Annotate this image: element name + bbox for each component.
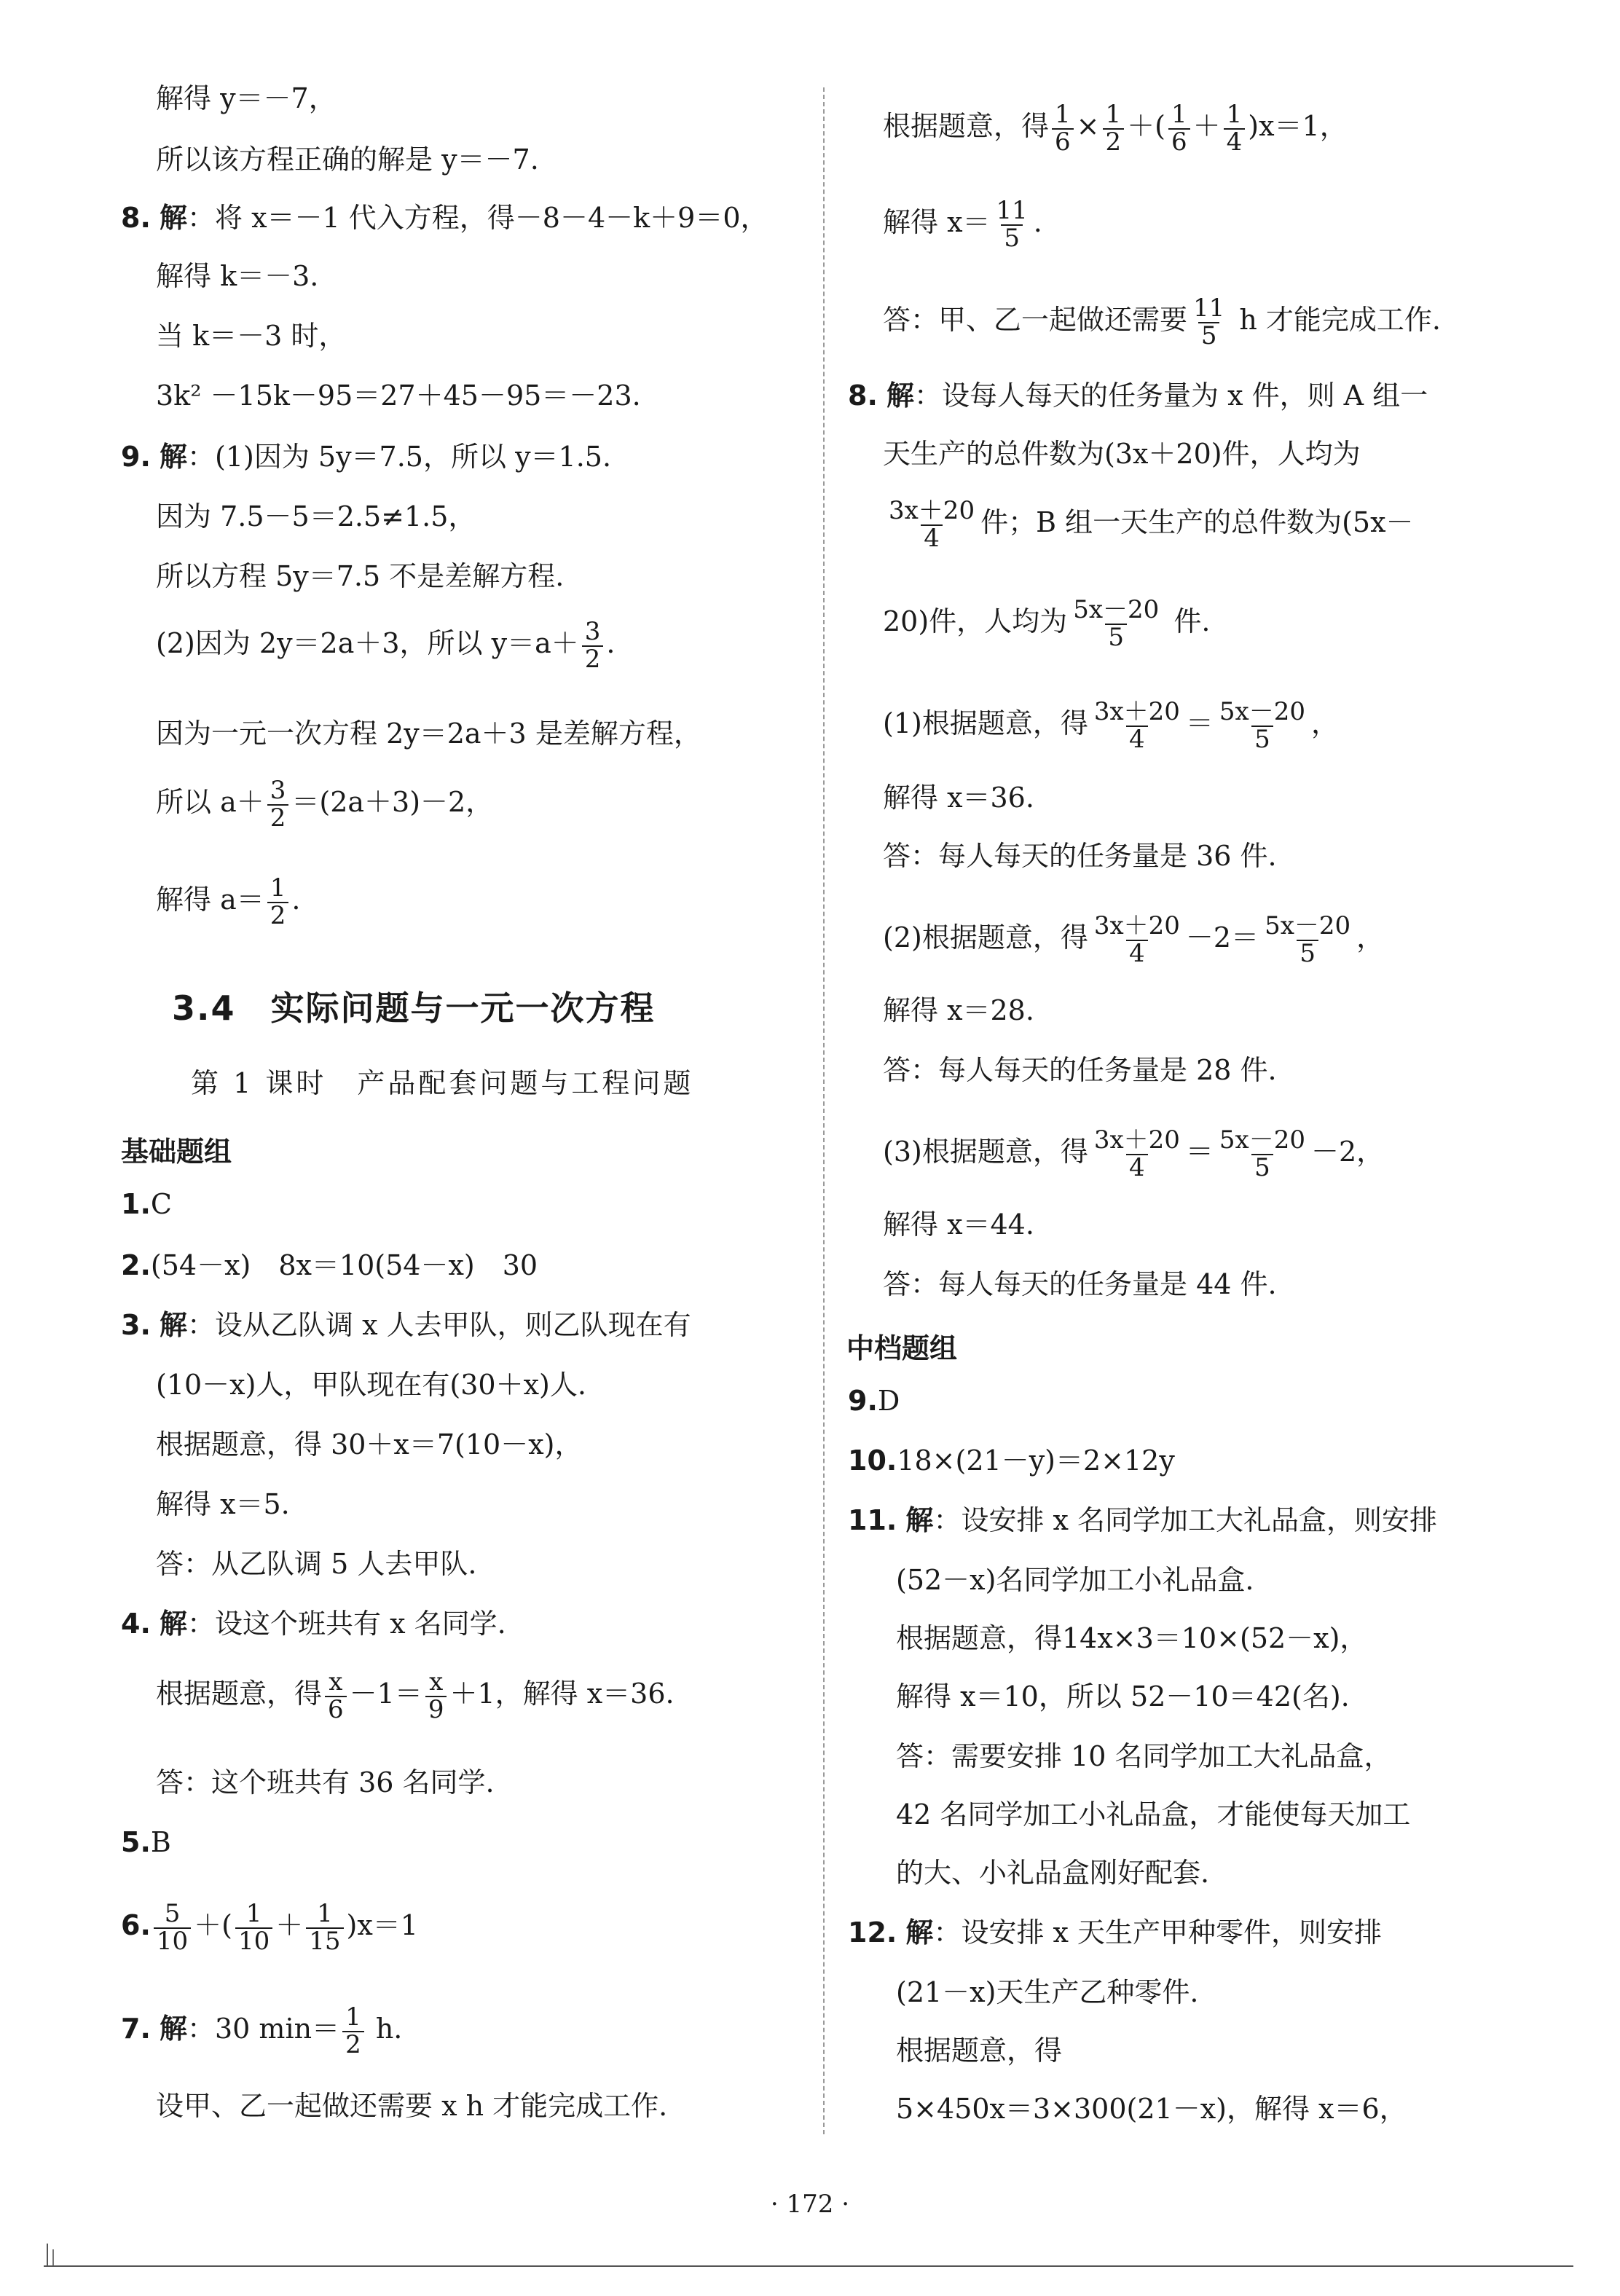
text-line: ：设这个班共有 x 名同学. bbox=[187, 1608, 506, 1640]
numerator: 1 bbox=[1226, 100, 1243, 129]
text-line: 答：每人每天的任务量是 44 件. bbox=[883, 1268, 1277, 1300]
denominator: 9 bbox=[425, 1696, 447, 1723]
answer-text: C bbox=[150, 1188, 172, 1220]
formula-line bbox=[883, 1125, 1385, 1182]
text-segment: －2＝ bbox=[1185, 921, 1259, 954]
numerator: 5x－20 bbox=[1073, 595, 1160, 624]
solution-marker: 解 bbox=[159, 1608, 187, 1640]
solution-marker: 解 bbox=[159, 202, 187, 234]
numerator: 11 bbox=[1193, 294, 1225, 323]
question-4 bbox=[121, 1607, 506, 1640]
question-11 bbox=[848, 1503, 1437, 1537]
question-number: 9. bbox=[121, 441, 151, 473]
fraction bbox=[1224, 102, 1246, 155]
fraction bbox=[235, 1901, 272, 1954]
text-segment: 所以 a＋ bbox=[156, 786, 264, 819]
question-number: 8. bbox=[848, 380, 878, 412]
text-line: 因为一元一次方程 2y＝2a＋3 是差解方程， bbox=[156, 718, 701, 750]
denominator: 2 bbox=[267, 804, 289, 832]
answer-text: B bbox=[150, 1826, 171, 1858]
denominator: 5 bbox=[1105, 624, 1127, 651]
question-number: 7. bbox=[121, 2013, 151, 2045]
formula-line bbox=[156, 873, 301, 930]
fraction bbox=[267, 873, 289, 930]
numerator: 5 bbox=[164, 1899, 181, 1928]
numerator: 1 bbox=[1171, 100, 1187, 129]
text-line: 解得 x＝5. bbox=[156, 1488, 290, 1520]
text-line: ：(1)因为 5y＝7.5，所以 y＝1.5. bbox=[187, 441, 612, 473]
numerator: 5x－20 bbox=[1219, 697, 1305, 726]
group-heading: 中档题组 bbox=[846, 1332, 958, 1364]
fraction bbox=[886, 498, 978, 551]
question-number: 12. bbox=[848, 1916, 897, 1949]
text-line: 答：从乙队调 5 人去甲队. bbox=[156, 1548, 477, 1580]
text-segment: －2， bbox=[1311, 1136, 1385, 1168]
fraction bbox=[1091, 913, 1183, 967]
numerator: 3 bbox=[270, 776, 286, 805]
denominator: 2 bbox=[267, 902, 289, 929]
numerator: 1 bbox=[270, 873, 286, 903]
text-line: 答：每人每天的任务量是 36 件. bbox=[883, 840, 1277, 872]
text-line: 所以该方程正确的解是 y＝－7. bbox=[156, 144, 539, 176]
answer-text: (54－x) 8x＝10(54－x) 30 bbox=[150, 1249, 538, 1281]
text-segment: 件；B 组一天生产的总件数为(5x－ bbox=[980, 506, 1414, 539]
numerator: 3x＋20 bbox=[1093, 1125, 1180, 1155]
formula-line bbox=[883, 296, 1441, 349]
text-segment: . bbox=[291, 884, 301, 916]
question-3 bbox=[121, 1308, 691, 1342]
numerator: 1 bbox=[317, 1899, 333, 1928]
numerator: 5x－20 bbox=[1265, 911, 1351, 940]
text-segment: ＋ bbox=[1192, 110, 1221, 143]
denominator: 5 bbox=[1198, 322, 1220, 350]
text-segment: . bbox=[606, 627, 616, 660]
denominator: 4 bbox=[1224, 128, 1246, 156]
denominator: 10 bbox=[154, 1927, 191, 1955]
fraction bbox=[994, 198, 1031, 251]
denominator: 10 bbox=[235, 1927, 272, 1955]
question-number: 2. bbox=[121, 1249, 151, 1281]
question-number: 6. bbox=[121, 1909, 151, 1942]
fraction bbox=[154, 1901, 191, 1954]
denominator: 5 bbox=[1251, 726, 1273, 753]
question-8-right bbox=[848, 379, 1428, 412]
formula-line bbox=[156, 619, 616, 672]
denominator: 4 bbox=[1126, 940, 1148, 967]
fraction bbox=[425, 1667, 447, 1724]
page-number: · 172 · bbox=[770, 2190, 850, 2219]
solution-marker: 解 bbox=[159, 2013, 187, 2045]
text-segment: (2)根据题意，得 bbox=[883, 921, 1088, 954]
answer-6 bbox=[121, 1901, 418, 1954]
numerator: 3x＋20 bbox=[889, 496, 975, 525]
text-segment: 根据题意，得 bbox=[156, 1678, 323, 1710]
denominator: 4 bbox=[1126, 1154, 1148, 1182]
fraction bbox=[1262, 913, 1353, 967]
text-line: 答：这个班共有 36 名同学. bbox=[156, 1766, 495, 1798]
text-segment: 解得 x＝ bbox=[883, 206, 991, 239]
scan-edge-line bbox=[44, 2265, 1573, 2267]
numerator: x bbox=[329, 1667, 343, 1697]
text-segment: (2)因为 2y＝2a＋3，所以 y＝a＋ bbox=[156, 627, 579, 660]
formula-line bbox=[883, 498, 1414, 551]
formula-line bbox=[883, 198, 1042, 251]
denominator: 5 bbox=[1297, 940, 1318, 967]
numerator: x bbox=[429, 1667, 444, 1697]
denominator: 6 bbox=[325, 1696, 347, 1723]
fraction bbox=[1091, 1125, 1183, 1182]
answer-5 bbox=[121, 1825, 171, 1859]
denominator: 4 bbox=[1126, 726, 1148, 753]
question-12 bbox=[848, 1916, 1382, 1949]
fraction bbox=[342, 2002, 364, 2059]
text-segment: )x＝1， bbox=[1248, 110, 1348, 143]
text-line: 3k² －15k－95＝27＋45－95＝－23. bbox=[156, 380, 641, 412]
numerator: 1 bbox=[1105, 100, 1122, 129]
text-line: 5×450x＝3×300(21－x)，解得 x＝6， bbox=[896, 2093, 1407, 2125]
text-segment: ＝ bbox=[1185, 707, 1214, 740]
numerator: 3x＋20 bbox=[1093, 911, 1180, 940]
denominator: 2 bbox=[582, 645, 604, 673]
scan-edge-mark bbox=[47, 2244, 48, 2265]
text-line: (10－x)人，甲队现在有(30＋x)人. bbox=[156, 1369, 586, 1401]
text-line: 根据题意，得14x×3＝10×(52－x)， bbox=[896, 1622, 1368, 1654]
text-line: 因为 7.5－5＝2.5≠1.5， bbox=[156, 500, 476, 532]
solution-marker: 解 bbox=[905, 1916, 934, 1949]
question-number: 9. bbox=[848, 1385, 878, 1417]
fraction bbox=[1216, 699, 1308, 752]
fraction bbox=[1103, 102, 1125, 155]
fraction bbox=[267, 778, 289, 831]
text-line: 解得 y＝－7， bbox=[156, 82, 337, 114]
formula-line bbox=[156, 778, 493, 831]
denominator: 5 bbox=[1001, 224, 1023, 252]
question-7 bbox=[121, 2002, 403, 2059]
text-segment: 答：甲、乙一起做还需要 bbox=[883, 304, 1188, 337]
text-segment: 根据题意，得 bbox=[883, 110, 1050, 143]
text-segment: ＝ bbox=[1185, 1136, 1214, 1168]
fraction bbox=[325, 1667, 347, 1724]
question-number: 10. bbox=[848, 1444, 897, 1477]
text-line: ：设每人每天的任务量为 x 件，则 A 组一 bbox=[914, 380, 1428, 412]
denominator: 6 bbox=[1052, 128, 1074, 156]
question-number: 8. bbox=[121, 202, 151, 234]
text-segment: × bbox=[1076, 110, 1100, 143]
question-number: 5. bbox=[121, 1826, 151, 1858]
scan-edge-mark bbox=[52, 2249, 54, 2265]
text-segment: ＋( bbox=[194, 1909, 232, 1942]
question-number: 3. bbox=[121, 1309, 151, 1341]
denominator: 6 bbox=[1168, 128, 1190, 156]
text-segment: h. bbox=[366, 2013, 403, 2045]
answer-2 bbox=[121, 1249, 538, 1282]
text-line: 解得 x＝44. bbox=[883, 1208, 1034, 1241]
text-segment: 20)件，人均为 bbox=[883, 605, 1068, 638]
question-9 bbox=[121, 440, 611, 473]
fraction bbox=[582, 619, 604, 672]
text-line: 解得 k＝－3. bbox=[156, 260, 319, 292]
answer-10 bbox=[848, 1444, 1175, 1477]
answer-9 bbox=[848, 1384, 900, 1418]
numerator: 3x＋20 bbox=[1093, 697, 1180, 726]
numerator: 1 bbox=[345, 2002, 361, 2032]
text-segment: ＋( bbox=[1127, 110, 1165, 143]
text-segment: . bbox=[1033, 206, 1042, 239]
text-line: (52－x)名同学加工小礼品盒. bbox=[896, 1564, 1254, 1596]
text-segment: ＋1，解得 x＝36. bbox=[449, 1678, 675, 1710]
answer-text: 18×(21－y)＝2×12y bbox=[897, 1444, 1175, 1477]
numerator: 5x－20 bbox=[1219, 1125, 1305, 1155]
column-divider bbox=[823, 87, 825, 2134]
text-line: 答：需要安排 10 名同学加工大礼品盒， bbox=[896, 1740, 1392, 1772]
denominator: 15 bbox=[306, 1927, 343, 1955]
numerator: 11 bbox=[996, 196, 1028, 225]
text-line: 答：每人每天的任务量是 28 件. bbox=[883, 1054, 1277, 1086]
text-line: 的大、小礼品盒刚好配套. bbox=[896, 1857, 1210, 1889]
text-segment: ， bbox=[1311, 707, 1340, 740]
formula-line bbox=[883, 597, 1210, 650]
text-segment: ＋ bbox=[275, 1909, 304, 1942]
text-line: 天生产的总件数为(3x＋20)件，人均为 bbox=[883, 438, 1361, 470]
solution-marker: 解 bbox=[159, 1309, 187, 1341]
denominator: 2 bbox=[342, 2031, 364, 2059]
text-line: 解得 x＝28. bbox=[883, 994, 1034, 1026]
text-segment: 解得 a＝ bbox=[156, 884, 264, 916]
solution-marker: 解 bbox=[905, 1504, 934, 1536]
text-line: (21－x)天生产乙种零件. bbox=[896, 1976, 1199, 2008]
text-line: 根据题意，得 bbox=[896, 2034, 1063, 2067]
text-line: ：设安排 x 名同学加工大礼品盒，则安排 bbox=[933, 1504, 1438, 1536]
answer-1 bbox=[121, 1187, 172, 1221]
question-8 bbox=[121, 201, 768, 235]
text-segment: )x＝1 bbox=[346, 1909, 418, 1942]
fraction bbox=[1052, 102, 1074, 155]
text-segment: ＝(2a＋3)－2， bbox=[291, 786, 494, 819]
numerator: 3 bbox=[584, 617, 601, 646]
question-number: 4. bbox=[121, 1608, 151, 1640]
formula-line bbox=[883, 102, 1348, 155]
formula-line bbox=[883, 699, 1339, 752]
solution-marker: 解 bbox=[886, 380, 914, 412]
text-line: 所以方程 5y＝7.5 不是差解方程. bbox=[156, 560, 565, 592]
text-segment: －1＝ bbox=[349, 1678, 422, 1710]
section-title: 3.4 实际问题与一元一次方程 bbox=[172, 988, 656, 1028]
text-segment: h 才能完成工作. bbox=[1230, 304, 1441, 337]
denominator: 5 bbox=[1251, 1154, 1273, 1182]
text-line: 当 k＝－3 时， bbox=[156, 320, 347, 352]
text-segment: ：30 min＝ bbox=[187, 2013, 340, 2045]
text-line: 解得 x＝10，所以 52－10＝42(名). bbox=[896, 1680, 1350, 1713]
numerator: 1 bbox=[1055, 100, 1071, 129]
fraction bbox=[1216, 1125, 1308, 1182]
text-line: ：将 x＝－1 代入方程，得－8－4－k＋9＝0， bbox=[187, 202, 768, 234]
denominator: 4 bbox=[921, 524, 943, 552]
text-segment: 件. bbox=[1165, 605, 1211, 638]
lesson-title: 第 1 课时 产品配套问题与工程问题 bbox=[191, 1067, 694, 1099]
text-line: ：设安排 x 天生产甲种零件，则安排 bbox=[933, 1916, 1383, 1949]
text-line: 根据题意，得 30＋x＝7(10－x)， bbox=[156, 1428, 583, 1460]
formula-line bbox=[883, 913, 1384, 967]
text-line: 42 名同学加工小礼品盒，才能使每天加工 bbox=[896, 1798, 1411, 1831]
group-heading: 基础题组 bbox=[121, 1136, 232, 1168]
fraction bbox=[306, 1901, 343, 1954]
fraction bbox=[1168, 102, 1190, 155]
question-number: 11. bbox=[848, 1504, 897, 1536]
text-segment: (1)根据题意，得 bbox=[883, 707, 1088, 740]
fraction bbox=[1091, 699, 1183, 752]
fraction bbox=[1070, 597, 1162, 650]
denominator: 2 bbox=[1103, 128, 1125, 156]
text-line: 解得 x＝36. bbox=[883, 782, 1034, 814]
numerator: 1 bbox=[245, 1899, 262, 1928]
answer-text: D bbox=[877, 1385, 900, 1417]
text-line: 设甲、乙一起做还需要 x h 才能完成工作. bbox=[156, 2090, 668, 2122]
text-line: ：设从乙队调 x 人去甲队，则乙队现在有 bbox=[187, 1309, 691, 1341]
question-number: 1. bbox=[121, 1188, 151, 1220]
fraction bbox=[1190, 296, 1227, 349]
text-segment: ， bbox=[1356, 921, 1385, 954]
solution-marker: 解 bbox=[159, 441, 187, 473]
text-segment: (3)根据题意，得 bbox=[883, 1136, 1088, 1168]
formula-line bbox=[156, 1667, 675, 1724]
